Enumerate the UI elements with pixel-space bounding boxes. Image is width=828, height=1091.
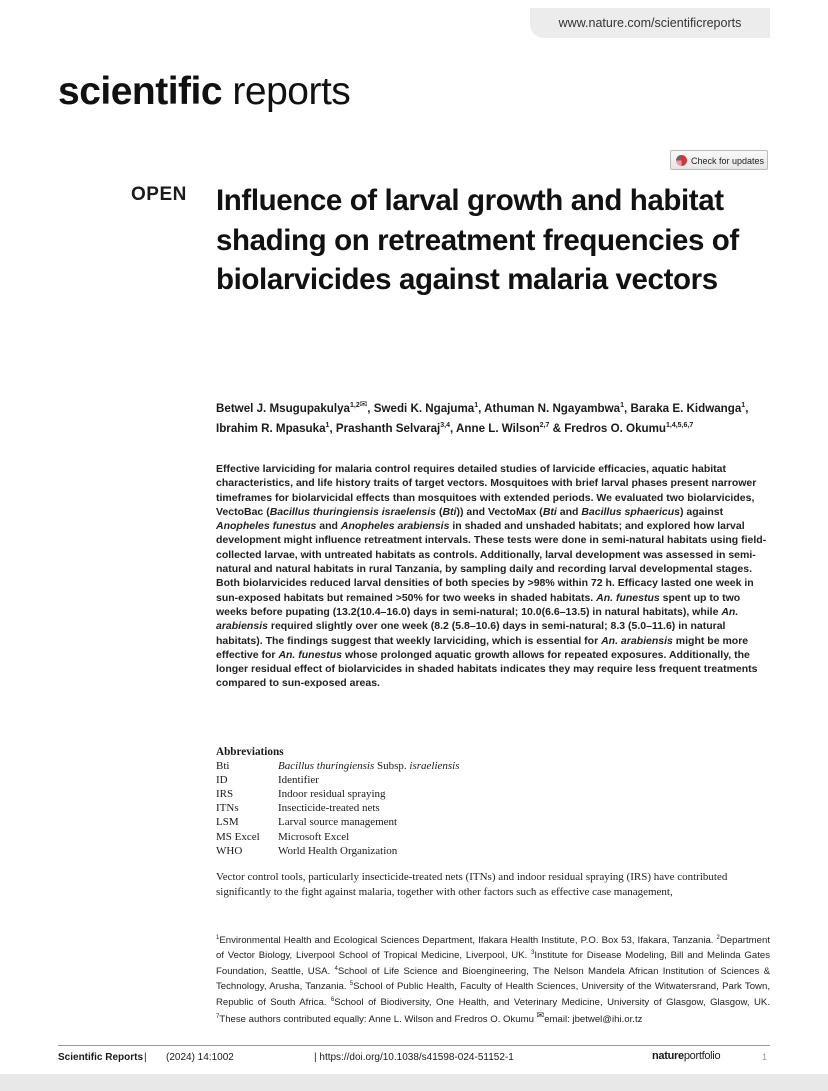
affil-number: 3	[531, 950, 535, 957]
author-name[interactable]: , Swedi K. Ngajuma	[367, 401, 475, 415]
author-name[interactable]: , Baraka E. Kidwanga	[624, 401, 742, 415]
abbr-italic: Bacillus thuringiensis	[278, 760, 375, 773]
abstract-text: might be more effective for	[216, 634, 749, 661]
abbreviation-row	[216, 830, 616, 844]
affil-text: Department of Vector Biology, Liverpool School of Tropical Medicine, Liverpool, UK.	[216, 935, 770, 962]
abbreviation-row	[216, 844, 616, 858]
affil-number: 1	[216, 935, 220, 941]
abstract-text: spent up to two weeks before pupating (13.2(10.4–16.0) days in semi-natural; 10.0(6.6–13.5) in natural habitats), while	[216, 591, 741, 618]
abstract-text: ) against	[679, 505, 724, 518]
affil-number: 5	[349, 981, 354, 988]
abbreviation-row	[216, 773, 616, 787]
abbreviation-key: IRS	[216, 788, 234, 801]
species-name: Bti	[542, 505, 557, 518]
corresponding-email[interactable]: email: jbetwel@ihi.or.tz	[544, 1014, 643, 1026]
footer-doi-link[interactable]: | https://doi.org/10.1038/s41598-024-51152-1	[314, 1052, 514, 1063]
abstract-text: and	[556, 505, 582, 518]
species-name: Anopheles arabiensis	[340, 520, 450, 533]
affiliations	[216, 932, 770, 1026]
footer-separator: |	[144, 1052, 147, 1063]
abbreviation-key: ITNs	[216, 802, 239, 815]
footer-journal: Scientific Reports	[58, 1052, 144, 1063]
envelope-icon: ✉	[536, 1009, 545, 1020]
author-name[interactable]: , Prashanth Selvaraj	[329, 421, 441, 435]
abstract	[216, 462, 772, 691]
author-name[interactable]: , Athuman N. Ngayambwa	[478, 401, 621, 415]
abstract-text: in shaded and unshaded habitats; and explored how larval development might influence retreatment intervals. These tests were done in semi-natural habitats using field-collected larvae, with untreated habitats as controls. Additionally, larval development was assessed in semi-natural and natural habitats in rural Tanzania, by sampling daily and recording larval developmental stages. Both biolarvicides reduced larval densities of both species by >98% within 72 h. Efficacy lasted one week in sun-exposed habitats but remained >50% for two weeks in shaded habitats.	[216, 520, 767, 604]
affil-number: 4	[334, 965, 338, 972]
abbr-italic: israeliensis	[409, 760, 460, 773]
abbreviation-row	[216, 815, 616, 829]
article-title: Influence of larval growth and habitat shading on retreatment frequencies of biolarvicides against malaria vectors	[216, 184, 739, 296]
check-updates-label: Check for updates	[691, 156, 765, 166]
abbreviation-value: Identifier	[278, 774, 319, 787]
species-name: Bti	[442, 505, 457, 518]
author-name[interactable]: & Fredros O. Okumu	[549, 421, 666, 435]
affil-text: These authors contributed equally: Anne L. Wilson and Fredros O. Okumu	[219, 1014, 537, 1026]
author-affil: 1,2	[350, 402, 360, 409]
abbreviation-key: ID	[216, 774, 228, 787]
abstract-text: )) and VectoMax (	[456, 505, 543, 518]
abstract-text: (	[436, 505, 443, 518]
abbreviation-key: LSM	[216, 816, 239, 829]
affil-text: Institute for Disease Modeling, Bill and Melinda Gates Foundation, Seattle, USA.	[216, 950, 771, 977]
author-list	[216, 396, 776, 437]
author-affil: 2,7	[539, 421, 550, 429]
logo-portfolio: portfolio	[683, 1050, 721, 1062]
abbreviation-row	[216, 787, 616, 801]
author-affil: 1	[620, 402, 625, 409]
author-name[interactable]: , Ibrahim R. Mpasuka	[216, 401, 749, 435]
abbreviation-key: WHO	[216, 844, 243, 857]
abbreviation-row	[216, 759, 616, 773]
abbreviations-heading: Abbreviations	[216, 746, 284, 758]
abstract-text: Effective larviciding for malaria control requires detailed studies of larvicide efficacies, aquatic habitat characteristics, and life history traits of target vectors. Mosquitoes with brief larval phases present narrower timeframes for biolarvicidal effects than mosquitoes with extended periods. We evaluated two biolarvicides, VectoBac (	[216, 463, 757, 518]
abbr-mid: Subsp.	[374, 760, 410, 773]
abbreviation-key: MS Excel	[216, 830, 260, 843]
open-access-label: OPEN	[131, 184, 187, 205]
abbreviation-value: Larval source management	[278, 816, 398, 829]
logo-nature: nature	[652, 1050, 684, 1062]
abbreviation-value	[278, 759, 460, 773]
browser-bottom-bar	[0, 1074, 828, 1091]
author-affil: 3,4	[440, 421, 451, 429]
affil-number: 2	[716, 935, 720, 941]
page-number: 1	[762, 1052, 768, 1062]
intro-paragraph: Vector control tools, particularly insecticide-treated nets (ITNs) and indoor residual spraying (IRS) have contributed significantly to the fight against malaria, together with other factors such as effective case management,	[216, 871, 728, 898]
affil-text: Environmental Health and Ecological Sciences Department, Ifakara Health Institute, P.O. Box 53, Ifakara, Tanzania.	[219, 935, 717, 947]
journal-logo	[58, 70, 350, 114]
species-name: Anopheles funestus	[216, 520, 317, 533]
abbreviation-value: Insecticide-treated nets	[278, 802, 380, 815]
abstract-text: required slightly over one week (8.2 (5.8–10.6) days in semi-natural; 8.3 (5.0–11.6) in natural habitats). The findings suggest that weekly larviciding, which is essential for	[216, 620, 726, 647]
abbreviations	[216, 745, 616, 858]
species-name: An. funestus	[596, 591, 660, 604]
author-name[interactable]: Betwel J. Msugupakulya	[216, 401, 351, 415]
author-affil: 1	[474, 402, 479, 409]
abstract-text: and	[316, 520, 341, 533]
check-for-updates-button[interactable]	[670, 150, 768, 170]
journal-url[interactable]: www.nature.com/scientificreports	[530, 8, 770, 38]
author-name[interactable]: , Anne L. Wilson	[450, 421, 540, 435]
author-affil: 1,4,5,6,7	[666, 421, 694, 429]
abbreviation-value: World Health Organization	[278, 844, 398, 857]
species-name: An. funestus	[278, 648, 343, 661]
abbreviation-value: Indoor residual spraying	[278, 788, 386, 801]
species-name: An. arabiensis	[601, 634, 673, 647]
species-name: An. arabiensis	[216, 605, 739, 633]
species-name: Bacillus thuringiensis israelensis	[269, 505, 437, 518]
author-affil: 1	[325, 421, 330, 429]
affil-text: School of Life Science and Bioengineering, The Nelson Mandela African Institution of Sciences & Technology, Arusha, Tanzania.	[216, 965, 770, 993]
journal-logo-bold: scientific	[58, 70, 223, 113]
affil-text: School of Biodiversity, One Health, and Veterinary Medicine, University of Glasgow, Glasgow, UK.	[334, 996, 770, 1008]
affil-text: School of Public Health, Faculty of Health Sciences, University of the Witwatersrand, Park Town, Republic of South Africa.	[216, 981, 770, 1008]
abstract-text: whose prolonged aquatic growth allows for repeated exposures. Additionally, the longer residual effect of biolarvicides in shaded habitats indicates they may require less frequent treatments compared to sun-exposed areas.	[216, 648, 758, 690]
abbreviation-value: Microsoft Excel	[278, 830, 350, 843]
affil-number: 6	[330, 996, 335, 1003]
abbreviation-key: Bti	[216, 760, 230, 773]
footer-divider	[58, 1045, 770, 1046]
nature-portfolio-logo	[652, 1050, 720, 1062]
abbreviation-row	[216, 801, 616, 815]
footer-volume: (2024) 14:1002	[166, 1052, 234, 1063]
species-name: Bacillus sphaericus	[581, 505, 680, 518]
envelope-icon[interactable]: ✉	[359, 399, 368, 409]
author-affil: 1	[741, 402, 746, 409]
journal-logo-light: reports	[232, 70, 351, 113]
affil-number: 7	[216, 1013, 220, 1020]
crossmark-icon	[676, 155, 687, 166]
